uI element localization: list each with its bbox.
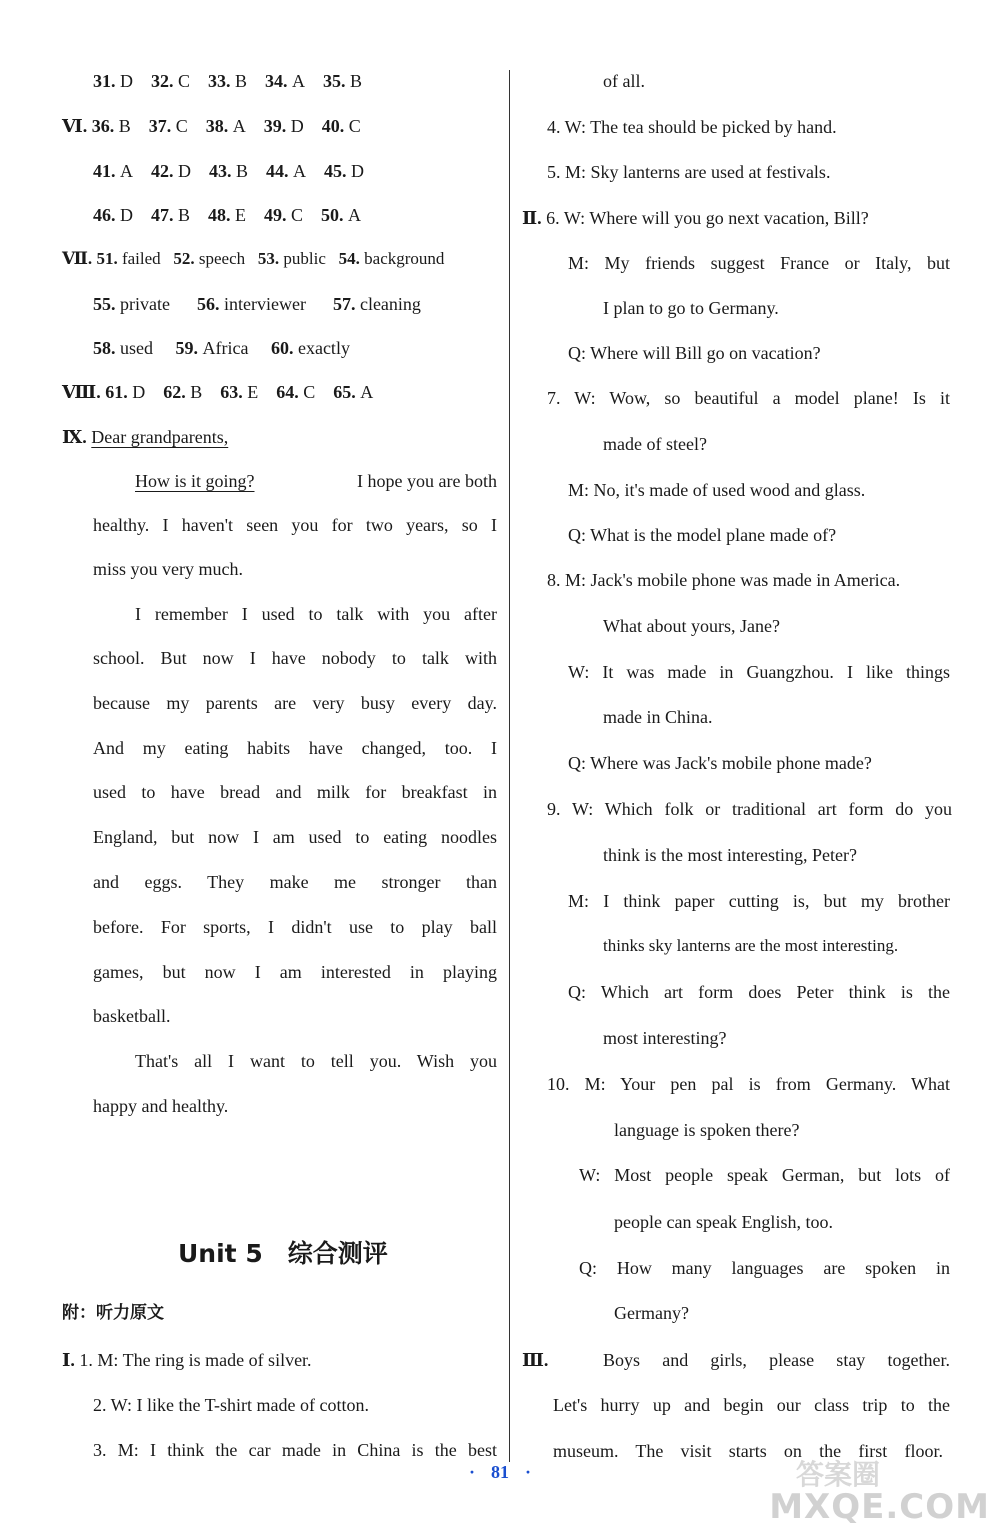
transcript-line: language is spoken there? — [614, 1120, 800, 1140]
transcript-line: 9. W: Which folk or traditional art form do you — [547, 799, 952, 819]
q-number: 32. — [151, 71, 174, 91]
q-number: 52. — [173, 249, 195, 268]
letter-line: before. For sports, I didn't use to play ball — [93, 917, 497, 937]
answer: public — [283, 249, 326, 268]
transcript-line: thinks sky lanterns are the most interesting. — [603, 936, 899, 955]
answer: A — [232, 116, 246, 136]
answer: Africa — [202, 338, 249, 358]
transcript-line: people can speak English, too. — [614, 1212, 833, 1232]
section-marker: Ⅵ. — [62, 116, 88, 136]
q-number: 50. — [321, 205, 344, 225]
answer: C — [291, 205, 304, 225]
answer-row-46-50 — [93, 206, 361, 224]
answer: D — [120, 205, 133, 225]
section-marker: Ⅰ. — [62, 1350, 75, 1370]
page-dot: · — [525, 1462, 532, 1482]
letter-line: because my parents are very busy every day. — [93, 693, 497, 713]
answer-row-55-57 — [93, 295, 421, 313]
letter-text: I hope you are both — [357, 471, 497, 491]
transcript-line: Q: Where was Jack's mobile phone made? — [568, 753, 872, 773]
transcript-line: made of steel? — [603, 434, 707, 454]
letter-salutation: Dear grandparents, — [91, 427, 229, 447]
answer: used — [120, 338, 153, 358]
transcript-line: Q: Which art form does Peter think is the — [568, 982, 950, 1002]
letter-line: happy and healthy. — [93, 1096, 229, 1116]
listening-line-1 — [62, 1351, 312, 1369]
letter-line: healthy. I haven't seen you for two years, so I — [93, 515, 497, 535]
q-number: 64. — [276, 382, 299, 402]
transcript-line: M: My friends suggest France or Italy, but — [568, 253, 950, 273]
q-number: 36. — [91, 116, 115, 136]
transcript-line: museum. The visit starts on the first floor. — [553, 1441, 943, 1461]
transcript-line: 7. W: Wow, so beautiful a model plane! Is it — [547, 388, 950, 408]
q-number: 55. — [93, 294, 116, 314]
q-number: 39. — [263, 116, 287, 136]
section-marker: Ⅸ. — [62, 427, 87, 447]
q-number: 31. — [93, 71, 116, 91]
letter-line: and eggs. They make me stronger than — [93, 872, 497, 892]
letter-line: miss you very much. — [93, 559, 243, 579]
listening-line-3: 3. M: I think the car made in China is the best — [93, 1440, 497, 1460]
listening-line-2: 2. W: I like the T-shirt made of cotton. — [93, 1395, 369, 1415]
q-number: 44. — [266, 161, 289, 181]
answer: speech — [198, 249, 246, 268]
answer: exactly — [297, 338, 350, 358]
q-number: 38. — [205, 116, 229, 136]
q-number: 41. — [93, 161, 116, 181]
answer: B — [178, 205, 191, 225]
answer: E — [247, 382, 259, 402]
q-number: 59. — [175, 338, 198, 358]
answer: A — [360, 382, 374, 402]
q-number: 60. — [270, 338, 294, 358]
appendix-label: 附：听力原文 — [62, 1303, 164, 1323]
answer: background — [364, 249, 445, 268]
q-number: 43. — [209, 161, 232, 181]
answer: cleaning — [359, 294, 421, 314]
answer: A — [293, 161, 307, 181]
answer: A — [348, 205, 362, 225]
q-number: 51. — [96, 249, 118, 268]
watermark: MXQE.COM — [769, 1487, 990, 1527]
page-dot: · — [468, 1462, 475, 1482]
answer: A — [120, 161, 133, 181]
letter-line: I remember I used to talk with you after — [135, 604, 497, 624]
section-marker: Ⅱ. — [522, 208, 542, 228]
q-number: 58. — [93, 338, 116, 358]
listening-text: 1. M: The ring is made of silver. — [79, 1350, 312, 1370]
transcript-line: 10. M: Your pen pal is from Germany. What — [547, 1074, 950, 1094]
answer-row-36-40 — [62, 117, 361, 135]
answer: A — [292, 71, 306, 91]
transcript-line: What about yours, Jane? — [603, 616, 780, 636]
letter-line: And my eating habits have changed, too. I — [93, 738, 497, 758]
transcript-line: made in China. — [603, 707, 713, 727]
transcript-line: Q: How many languages are spoken in — [579, 1258, 950, 1278]
q-number: 48. — [208, 205, 231, 225]
q-number: 49. — [264, 205, 287, 225]
answer: D — [132, 382, 146, 402]
answer: E — [235, 205, 247, 225]
transcript-line: 8. M: Jack's mobile phone was made in America. — [547, 570, 901, 590]
q-number: 54. — [338, 249, 360, 268]
letter-line: England, but now I am used to eating noodles — [93, 827, 497, 847]
section-marker-3 — [522, 1351, 548, 1369]
transcript-line: Q: What is the model plane made of? — [568, 525, 837, 545]
letter-line — [135, 472, 497, 490]
q-number: 42. — [151, 161, 174, 181]
answer: D — [290, 116, 304, 136]
letter-line: games, but now I am interested in playing — [93, 962, 497, 982]
transcript-line: W: It was made in Guangzhou. I like things — [568, 662, 950, 682]
q-number: 33. — [208, 71, 231, 91]
transcript-line: of all. — [603, 71, 645, 91]
answer: B — [236, 161, 249, 181]
transcript-line: M: No, it's made of used wood and glass. — [568, 480, 866, 500]
answer: B — [190, 382, 203, 402]
page-number-text: 81 — [491, 1462, 509, 1482]
answer: B — [118, 116, 131, 136]
answer: C — [303, 382, 316, 402]
letter-line: school. But now I have nobody to talk with — [93, 648, 497, 668]
answer-row-41-45 — [93, 162, 364, 180]
answer: C — [178, 71, 191, 91]
transcript-text: 6. W: Where will you go next vacation, Bill? — [546, 208, 869, 228]
transcript-line — [522, 209, 869, 227]
letter-line: That's all I want to tell you. Wish you — [135, 1051, 497, 1071]
unit-title: Unit 5 综合测评 — [178, 1239, 388, 1268]
underlined-opening: How is it going? — [135, 471, 255, 491]
q-number: 65. — [333, 382, 356, 402]
section-marker: Ⅲ. — [522, 1350, 549, 1370]
answer: interviewer — [223, 294, 306, 314]
transcript-line: 4. W: The tea should be picked by hand. — [547, 117, 837, 137]
answer: C — [348, 116, 361, 136]
answer-row-51-54 — [62, 250, 444, 267]
transcript-line: Q: Where will Bill go on vacation? — [568, 343, 821, 363]
transcript-line: Germany? — [614, 1303, 689, 1323]
answer: D — [351, 161, 365, 181]
column-divider — [509, 70, 510, 1462]
answer: B — [235, 71, 248, 91]
watermark-logo: 答案圈 — [795, 1458, 880, 1491]
q-number: 40. — [321, 116, 345, 136]
answer: D — [120, 71, 133, 91]
transcript-line: 5. M: Sky lanterns are used at festivals. — [547, 162, 831, 182]
transcript-line: I plan to go to Germany. — [603, 298, 779, 318]
letter-salutation-line — [62, 428, 228, 446]
q-number: 56. — [196, 294, 220, 314]
q-number: 45. — [324, 161, 347, 181]
q-number: 37. — [148, 116, 172, 136]
transcript-line: M: I think paper cutting is, but my brother — [568, 891, 950, 911]
answer-row-61-65 — [62, 383, 373, 401]
transcript-line: most interesting? — [603, 1028, 727, 1048]
q-number: 62. — [163, 382, 186, 402]
q-number: 57. — [332, 294, 356, 314]
answer: C — [175, 116, 188, 136]
q-number: 61. — [105, 382, 128, 402]
q-number: 35. — [323, 71, 346, 91]
transcript-line: Boys and girls, please stay together. — [603, 1350, 950, 1370]
transcript-line: think is the most interesting, Peter? — [603, 845, 857, 865]
q-number: 46. — [93, 205, 116, 225]
letter-line: basketball. — [93, 1006, 171, 1026]
q-number: 63. — [220, 382, 243, 402]
transcript-line: Let's hurry up and begin our class trip to the — [553, 1395, 950, 1415]
q-number: 34. — [265, 71, 288, 91]
answer: B — [350, 71, 363, 91]
q-number: 53. — [257, 249, 280, 268]
answer: failed — [121, 249, 161, 268]
section-marker: Ⅶ. — [62, 249, 93, 268]
answer-row-58-60 — [93, 339, 350, 357]
answer: D — [178, 161, 191, 181]
letter-line: used to have bread and milk for breakfast in — [93, 782, 497, 802]
answer: private — [120, 294, 170, 314]
q-number: 47. — [151, 205, 174, 225]
answer-row-31-35 — [93, 72, 362, 90]
section-marker: Ⅷ. — [62, 382, 101, 402]
transcript-line: W: Most people speak German, but lots of — [579, 1165, 950, 1185]
